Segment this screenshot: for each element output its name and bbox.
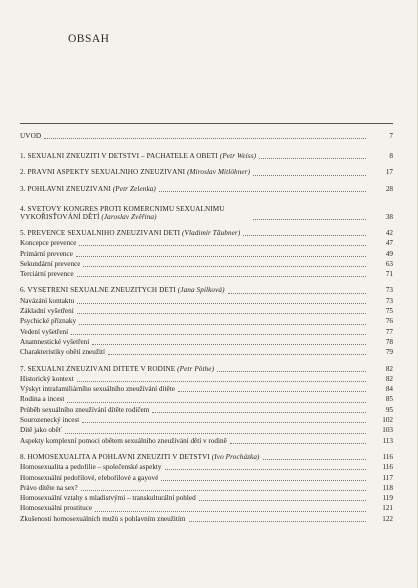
toc-page-number: 77 xyxy=(385,327,393,336)
toc-chapter-entry[interactable] xyxy=(20,166,393,176)
toc-entry-author: (Miroslav Mitlöhner) xyxy=(187,169,251,177)
toc-page-number: 73 xyxy=(385,296,393,305)
toc-entry-author: (Jana Spilková) xyxy=(177,287,225,295)
toc-entry-title xyxy=(20,495,196,502)
toc-section-entry[interactable] xyxy=(20,482,393,492)
toc-page-number: 38 xyxy=(385,212,393,221)
toc-entry-text: Homosexuální pedofilové, efebofilové a gayové xyxy=(20,474,159,482)
toc-page-number: 73 xyxy=(385,286,393,295)
toc-entry-text: Právo dítěte na sex? xyxy=(20,484,78,492)
toc-entry-title xyxy=(20,261,80,268)
toc-entry-text: Homosexuální prostituce xyxy=(20,505,93,513)
toc-entry-text: Historický kontext xyxy=(20,375,74,383)
toc-entry-text: Sekundární prevence xyxy=(20,260,81,268)
toc-entry-title xyxy=(20,349,105,356)
leader-dots xyxy=(71,333,366,335)
leader-dots xyxy=(77,275,366,277)
toc-page-number: 116 xyxy=(382,463,393,472)
toc-entry-title xyxy=(20,287,225,294)
page-title: OBSAH xyxy=(68,33,110,45)
toc-page-number: 63 xyxy=(385,259,393,268)
toc-entry-title xyxy=(20,475,158,482)
toc-entry-text: Primární prevence xyxy=(20,250,73,258)
toc-entry-text: 8. HOMOSEXUALITA A POHLAVNÍ ZNEUŽITÍ V DĚTSTVÍ xyxy=(20,453,210,461)
toc-section-entry[interactable] xyxy=(20,471,393,481)
toc-page-number: 121 xyxy=(382,504,393,513)
toc-entry-title xyxy=(20,169,250,176)
leader-dots xyxy=(77,380,366,382)
toc-chapter-entry[interactable] xyxy=(20,284,393,294)
toc-entry-title xyxy=(20,505,92,512)
toc-section-entry[interactable] xyxy=(20,346,393,356)
toc-page-number: 103 xyxy=(382,426,393,435)
leader-dots xyxy=(189,520,367,522)
toc-entry-text: 4. SVĚTOVÝ KONGRES PROTI KOMERČNÍMU SEXUÁLNÍMU VYKOŘISŤOVÁNÍ DĚTÍ xyxy=(20,206,225,221)
leader-dots xyxy=(161,479,366,481)
toc-chapter-entry[interactable] xyxy=(20,362,393,372)
toc-section-entry[interactable] xyxy=(20,237,393,247)
toc-section-entry[interactable] xyxy=(20,336,393,346)
leader-dots xyxy=(230,442,366,444)
toc-page-number: 113 xyxy=(382,436,393,445)
toc-section-entry[interactable] xyxy=(20,393,393,403)
toc-entry-text: Sourozenecký incest xyxy=(20,417,80,425)
toc-section-entry[interactable] xyxy=(20,461,393,471)
toc-chapter-entry[interactable] xyxy=(20,227,393,237)
toc-page-number: 78 xyxy=(385,337,393,346)
leader-dots xyxy=(79,244,366,246)
toc-section-entry[interactable] xyxy=(20,247,393,257)
toc-entry-text: 6. VYŠETŘENÍ SEXUÁLNĚ ZNEUŽITÝCH DĚTÍ xyxy=(20,287,176,295)
toc-entry-title xyxy=(20,339,89,346)
toc-page-number: 117 xyxy=(382,473,393,482)
toc-page-number: 47 xyxy=(385,239,393,248)
table-of-contents xyxy=(20,130,393,523)
toc-entry-author: (Ivo Procházka) xyxy=(211,453,260,461)
toc-entry-title xyxy=(20,186,156,193)
toc-entry-title xyxy=(20,251,73,258)
toc-entry-text: Rodina a incest xyxy=(20,396,65,404)
toc-section-entry[interactable] xyxy=(20,513,393,523)
toc-page-number: 116 xyxy=(382,452,393,461)
leader-dots xyxy=(152,411,366,413)
toc-entry-author: (Petr Pöthe) xyxy=(177,365,215,373)
toc-page-number: 82 xyxy=(385,364,393,373)
toc-entry-text: Průběh sexuálního zneužívání dítěte rodičem xyxy=(20,406,150,414)
toc-entry-title xyxy=(20,298,74,305)
toc-entry-title xyxy=(20,133,41,140)
leader-dots xyxy=(217,370,366,372)
toc-entry-text: Terciární prevence xyxy=(20,271,74,279)
toc-entry-title xyxy=(20,485,78,492)
toc-chapter-entry[interactable] xyxy=(20,130,393,140)
toc-section-entry[interactable] xyxy=(20,435,393,445)
toc-entry-title xyxy=(20,318,76,325)
toc-page-number: 7 xyxy=(389,131,393,140)
toc-entry-title xyxy=(20,206,250,220)
leader-dots xyxy=(253,218,366,220)
toc-entry-text: Charakteristiky obětí zneužití xyxy=(20,349,106,357)
toc-page-number: 28 xyxy=(385,184,393,193)
toc-page-number: 85 xyxy=(385,395,393,404)
leader-dots xyxy=(228,292,366,294)
toc-entry-author: (Vladimír Tăubner) xyxy=(182,229,241,237)
toc-page-number: 49 xyxy=(385,249,393,258)
toc-chapter-entry[interactable] xyxy=(20,183,393,193)
leader-dots xyxy=(178,390,366,392)
toc-chapter-entry[interactable] xyxy=(20,451,393,461)
toc-entry-title xyxy=(20,271,74,278)
toc-section-entry[interactable] xyxy=(20,326,393,336)
toc-page-number: 118 xyxy=(382,483,393,492)
toc-entry-text: Psychické příznaky xyxy=(20,318,77,326)
toc-section-entry[interactable] xyxy=(20,315,393,325)
leader-dots xyxy=(165,468,366,470)
leader-dots xyxy=(243,234,366,236)
toc-entry-title xyxy=(20,407,149,414)
leader-dots xyxy=(67,401,366,403)
toc-section-entry[interactable] xyxy=(20,502,393,512)
leader-dots xyxy=(77,312,366,314)
toc-page-number: 17 xyxy=(385,168,393,177)
leader-dots xyxy=(95,510,366,512)
toc-entry-author: (Petr Weiss) xyxy=(219,153,257,161)
toc-page-number: 76 xyxy=(385,317,393,326)
toc-page-number: 75 xyxy=(385,307,393,316)
toc-entry-text: Základní vyšetření xyxy=(20,308,74,316)
toc-entry-text: 3. POHLAVNÍ ZNEUŽÍVÁNÍ xyxy=(20,185,111,193)
toc-entry-title xyxy=(20,464,162,471)
toc-section-entry[interactable] xyxy=(20,404,393,414)
toc-entry-text: 2. PRÁVNÍ ASPEKTY SEXUÁLNÍHO ZNEUŽÍVÁNÍ xyxy=(20,169,186,177)
toc-entry-title xyxy=(20,240,76,247)
toc-entry-title xyxy=(20,516,186,523)
toc-entry-text: 5. PREVENCE SEXUÁLNÍHO ZNEUŽÍVÁNÍ DĚTÍ xyxy=(20,229,181,237)
toc-entry-text: ÚVOD xyxy=(20,132,42,140)
leader-dots xyxy=(65,432,366,434)
toc-page-number: 82 xyxy=(385,374,393,383)
toc-entry-text: Vedení vyšetření xyxy=(20,328,69,336)
leader-dots xyxy=(263,458,366,460)
leader-dots xyxy=(253,174,366,176)
leader-dots xyxy=(159,190,366,192)
leader-dots xyxy=(79,323,366,325)
leader-dots xyxy=(82,421,366,423)
toc-page-number: 95 xyxy=(385,405,393,414)
leader-dots xyxy=(77,302,366,304)
leader-dots xyxy=(259,157,366,159)
toc-entry-title xyxy=(20,376,74,383)
leader-dots xyxy=(108,353,366,355)
toc-entry-title xyxy=(20,329,68,336)
toc-section-entry[interactable] xyxy=(20,424,393,434)
toc-entry-text: Aspekty komplexní pomoci obětem sexuálního zneužívání dětí v rodině xyxy=(20,437,227,445)
leader-dots xyxy=(44,137,366,139)
toc-entry-author: (Petr Zelenka) xyxy=(112,185,156,193)
toc-page-number: 79 xyxy=(385,348,393,357)
toc-entry-title xyxy=(20,308,74,315)
toc-section-entry[interactable] xyxy=(20,295,393,305)
toc-entry-author: (Jaroslav Zvěřina) xyxy=(101,212,157,221)
toc-entry-text: Homosexuální vztahy s mladistvými – transkulturální pohled xyxy=(20,495,196,503)
toc-section-entry[interactable] xyxy=(20,258,393,268)
toc-entry-title xyxy=(20,366,214,373)
toc-entry-title xyxy=(20,396,64,403)
toc-section-entry[interactable] xyxy=(20,492,393,502)
toc-entry-title xyxy=(20,417,79,424)
toc-entry-title xyxy=(20,438,227,445)
toc-section-entry[interactable] xyxy=(20,414,393,424)
toc-chapter-entry[interactable] xyxy=(20,199,393,221)
toc-entry-text: Výskyt intrafamiliárního sexuálního zneužívání dítěte xyxy=(20,386,175,394)
leader-dots xyxy=(199,499,366,501)
toc-entry-title xyxy=(20,427,62,434)
toc-page-number: 119 xyxy=(382,494,393,503)
toc-chapter-entry[interactable] xyxy=(20,150,393,160)
toc-entry-text: 1. SEXUÁLNÍ ZNEUŽITÍ V DĚTSTVÍ – PACHATELÉ A OBĚTI xyxy=(20,153,218,161)
leader-dots xyxy=(92,343,366,345)
toc-entry-text: Koncepce prevence xyxy=(20,240,77,248)
toc-entry-title xyxy=(20,230,240,237)
toc-page-number: 122 xyxy=(382,514,393,523)
toc-page-number: 8 xyxy=(389,152,393,161)
toc-entry-title xyxy=(20,153,256,160)
toc-section-entry[interactable] xyxy=(20,373,393,383)
toc-page-number: 71 xyxy=(385,270,393,279)
toc-entry-text: Homosexualita a pedofilie – společenské aspekty xyxy=(20,464,162,472)
leader-dots xyxy=(83,265,366,267)
toc-section-entry[interactable] xyxy=(20,268,393,278)
toc-entry-text: 7. SEXUÁLNÍ ZNEUŽÍVÁNÍ DÍTĚTE V RODINĚ xyxy=(20,365,176,373)
top-rule xyxy=(20,123,393,124)
toc-page-number: 42 xyxy=(385,228,393,237)
toc-entry-text: Dítě jako oběť xyxy=(20,427,62,435)
toc-section-entry[interactable] xyxy=(20,383,393,393)
toc-entry-title xyxy=(20,386,175,393)
toc-page-number: 84 xyxy=(385,385,393,394)
toc-entry-text: Zkušenosti homosexuálních mužů s pohlavním zneužitím xyxy=(20,515,186,523)
leader-dots xyxy=(76,255,366,257)
leader-dots xyxy=(81,489,366,491)
toc-entry-title xyxy=(20,454,260,461)
toc-section-entry[interactable] xyxy=(20,305,393,315)
toc-page-number: 102 xyxy=(382,416,393,425)
toc-entry-text: Navázání kontaktu xyxy=(20,297,75,305)
toc-entry-text: Anamnestické vyšetření xyxy=(20,338,90,346)
